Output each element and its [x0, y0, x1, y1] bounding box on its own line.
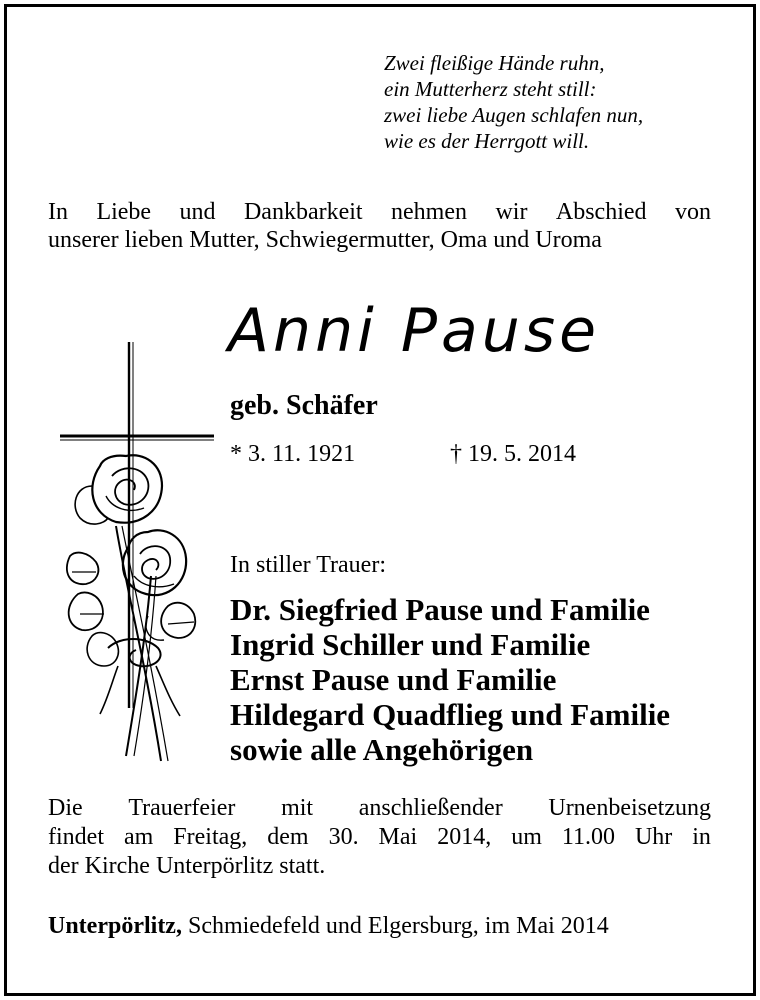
- service-word: dem: [267, 824, 309, 850]
- intro-word: Liebe: [96, 199, 152, 225]
- intro-word: Dankbarkeit: [243, 199, 363, 225]
- service-word: Mai: [378, 824, 418, 850]
- intro-word: Abschied: [555, 199, 647, 225]
- service-word: um: [511, 824, 542, 850]
- intro-line-1: [48, 198, 711, 226]
- service-line-1: [48, 794, 711, 823]
- service-word: am: [123, 824, 154, 850]
- service-word: Die: [48, 795, 83, 821]
- mourner-entry: Ingrid Schiller und Familie: [230, 627, 591, 662]
- service-line-2: [48, 823, 711, 852]
- mourner-entry: Dr. Siegfried Pause und Familie: [230, 592, 650, 627]
- service-word: findet: [48, 824, 104, 850]
- place-bold: Unterpörlitz,: [48, 913, 182, 939]
- place-rest: Schmiedefeld und Elgersburg, im Mai 2014: [181, 913, 609, 939]
- intro-word: und: [179, 199, 216, 225]
- mourning-label: In stiller Trauer:: [230, 552, 386, 578]
- death-date: † 19. 5. 2014: [450, 441, 576, 467]
- service-word: mit: [281, 795, 314, 821]
- mourner-entry: Ernst Pause und Familie: [230, 662, 557, 697]
- poem-line: zwei liebe Augen schlafen nun,: [384, 103, 644, 127]
- service-word: Freitag,: [173, 824, 248, 850]
- birth-date: * 3. 11. 1921: [230, 441, 356, 467]
- service-word: anschließender: [358, 795, 503, 821]
- service-text: [48, 794, 711, 881]
- intro-word: von: [674, 199, 711, 225]
- poem-line: Zwei fleißige Hände ruhn,: [384, 51, 605, 75]
- intro-text: [48, 198, 711, 254]
- service-word: 2014,: [437, 824, 492, 850]
- maiden-name: geb. Schäfer: [230, 390, 378, 421]
- service-word: 11.00: [561, 824, 615, 850]
- intro-word: In: [48, 199, 68, 225]
- poem-line: ein Mutterherz steht still:: [384, 77, 597, 101]
- mourners-list: [230, 592, 670, 767]
- service-line-3: der Kirche Unterpörlitz statt.: [48, 853, 326, 879]
- mourner-entry: sowie alle Angehörigen: [230, 732, 534, 767]
- poem: [384, 50, 643, 154]
- intro-word: wir: [495, 199, 528, 225]
- place-and-date: [48, 913, 609, 940]
- intro-word: nehmen: [391, 199, 467, 225]
- service-word: 30.: [328, 824, 359, 850]
- poem-line: wie es der Herrgott will.: [384, 129, 590, 153]
- mourner-entry: Hildegard Quadflieg und Familie: [230, 697, 671, 732]
- cross-with-roses-icon: [56, 336, 226, 776]
- intro-line-2: unserer lieben Mutter, Schwiegermutter, Oma und Uroma: [48, 227, 602, 253]
- deceased-name: Anni Pause: [228, 296, 600, 366]
- service-word: in: [692, 824, 711, 850]
- service-word: Urnenbeisetzung: [548, 795, 711, 821]
- service-word: Uhr: [634, 824, 673, 850]
- service-word: Trauerfeier: [128, 795, 236, 821]
